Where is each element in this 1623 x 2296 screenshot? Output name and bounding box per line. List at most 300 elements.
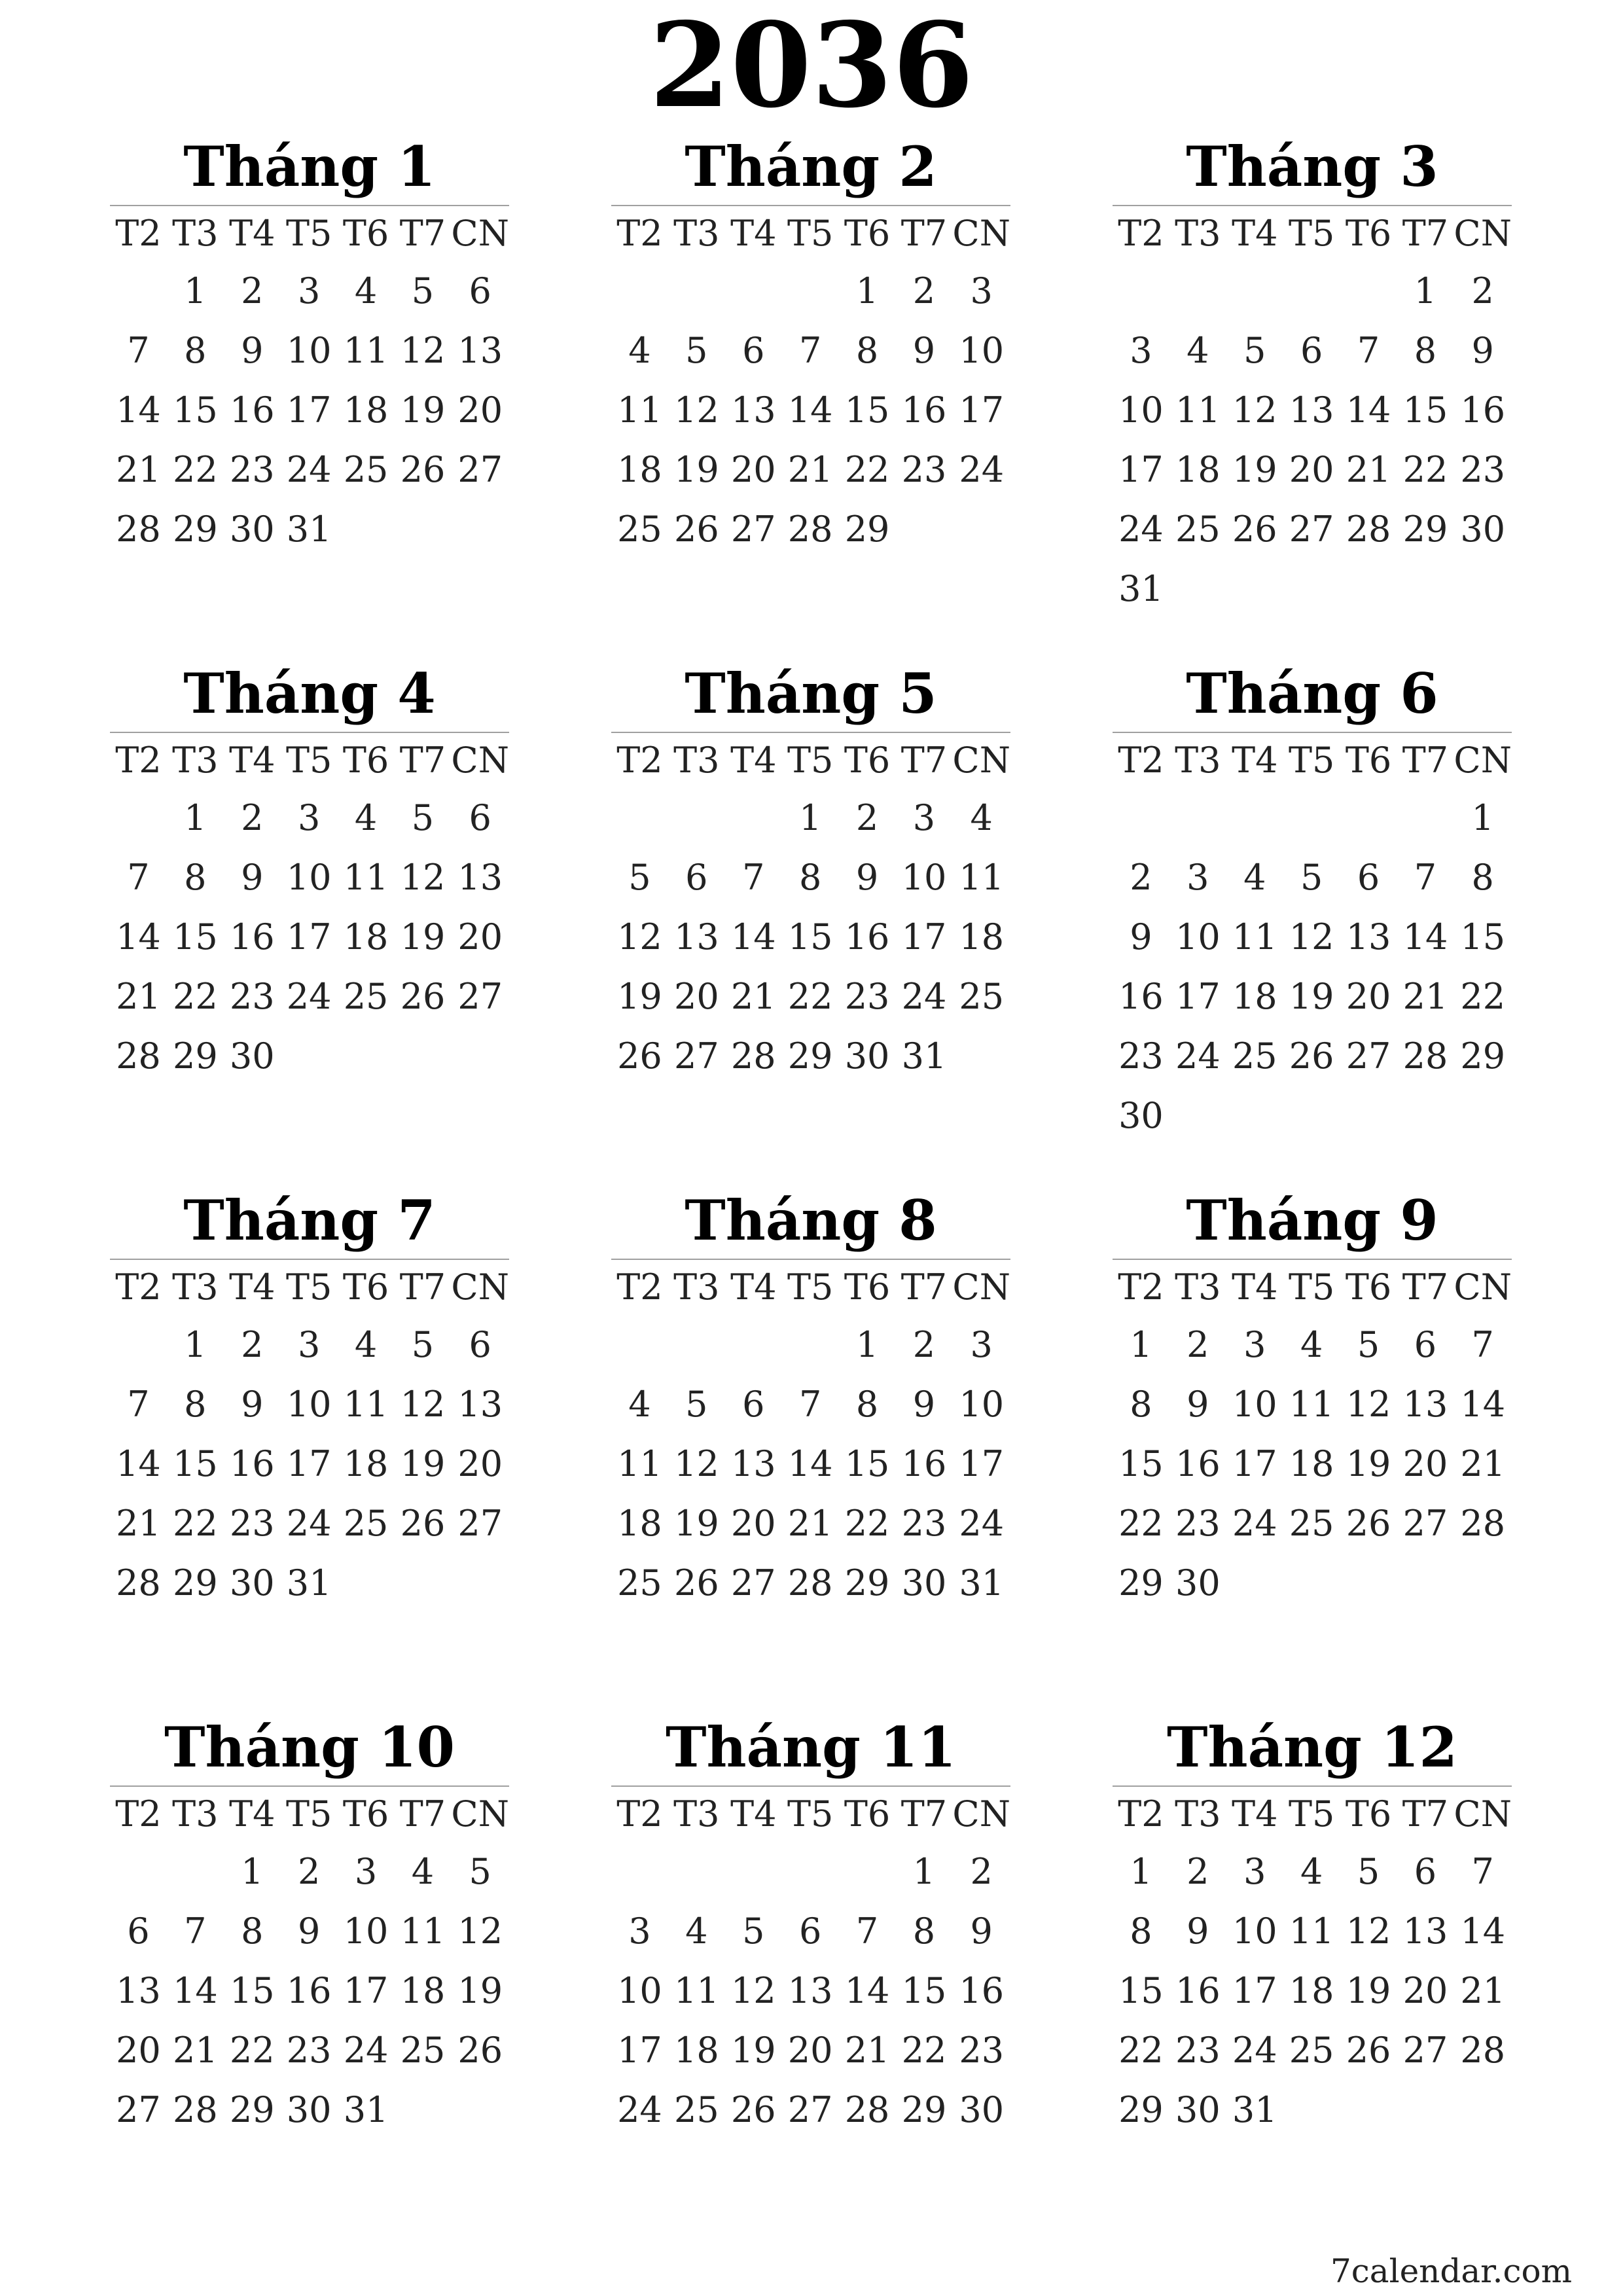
day-cell: 12 [400,330,446,371]
day-cell: 18 [343,389,389,431]
day-cell: 7 [1357,330,1380,371]
day-cell: 9 [970,1910,993,1952]
day-cell: 22 [787,976,833,1017]
weekday-label: T3 [673,1266,720,1308]
day-cell: 17 [343,1970,389,2011]
day-cell: 1 [855,1324,879,1365]
day-cell: 10 [1232,1910,1277,1952]
day-cell: 4 [685,1910,708,1952]
day-cell: 6 [685,857,708,898]
day-cell: 14 [1402,916,1448,958]
empty-day-cell [839,1842,896,1901]
day-cell: 18 [1232,976,1277,1017]
day-cell: 28 [787,509,833,550]
day-cell: 1 [184,270,207,312]
weekday-label: T6 [342,740,389,781]
day-cell: 1 [184,1324,207,1365]
day-cell: 30 [229,509,275,550]
empty-day-cell [1226,261,1283,321]
empty-day-cell [1283,261,1340,321]
day-cell: 11 [1175,389,1221,431]
weekday-label: CN [451,1266,509,1308]
day-cell: 13 [1402,1384,1448,1425]
day-cell: 13 [730,1443,776,1484]
weekday-label: T5 [787,740,834,781]
day-cell: 20 [457,1443,503,1484]
day-cell: 20 [673,976,719,1017]
month-name: Tháng 8 [685,1188,937,1253]
day-cell: 3 [297,797,321,838]
day-cell: 9 [855,857,879,898]
month-day-grid [611,1260,1010,1613]
day-cell: 14 [116,389,161,431]
day-cell: 17 [901,916,947,958]
weekday-label: T3 [172,1793,219,1835]
day-cell: 29 [1402,509,1448,550]
month-name: Tháng 11 [666,1715,956,1780]
day-cell: 6 [742,1384,765,1425]
day-cell: 30 [1460,509,1506,550]
month-day-grid [110,733,509,1086]
day-cell: 20 [730,1503,776,1544]
weekday-label: CN [451,213,509,254]
weekday-label: CN [1454,213,1512,254]
day-cell: 26 [1232,509,1277,550]
day-cell: 18 [343,1443,389,1484]
day-cell: 3 [297,270,321,312]
day-cell: 20 [116,2030,161,2071]
weekday-label: T4 [229,1266,276,1308]
day-cell: 23 [901,1503,947,1544]
weekday-label: T7 [399,213,446,254]
day-cell: 6 [469,1324,491,1365]
day-cell: 11 [959,857,1005,898]
day-cell: 14 [172,1970,218,2011]
weekday-label: CN [952,1793,1010,1835]
weekday-label: T2 [115,213,162,254]
day-cell: 9 [912,330,936,371]
day-cell: 24 [1232,2030,1277,2071]
day-cell: 5 [1357,1324,1380,1365]
day-cell: 7 [127,857,150,898]
day-cell: 23 [1175,2030,1221,2071]
day-cell: 26 [400,449,446,490]
month-block [110,1715,509,2232]
day-cell: 2 [1130,857,1152,898]
day-cell: 25 [343,449,389,490]
weekday-label: T7 [1402,213,1449,254]
day-cell: 15 [172,1443,218,1484]
day-cell: 14 [730,916,776,958]
day-cell: 17 [286,916,332,958]
day-cell: 7 [184,1910,207,1952]
weekday-label: T4 [1232,1793,1278,1835]
day-cell: 30 [844,1035,890,1077]
day-cell: 1 [1471,797,1494,838]
day-cell: 20 [457,389,503,431]
day-cell: 18 [400,1970,446,2011]
weekday-label: T6 [844,1793,891,1835]
day-cell: 15 [172,389,218,431]
weekday-label: T6 [844,1266,891,1308]
day-cell: 27 [1346,1035,1391,1077]
day-cell: 28 [844,2089,890,2130]
weekday-label: T5 [1288,213,1335,254]
day-cell: 4 [354,270,378,312]
day-cell: 1 [798,797,822,838]
day-cell: 15 [1118,1443,1164,1484]
day-cell: 6 [1300,330,1323,371]
day-cell: 2 [297,1851,321,1892]
day-cell: 19 [1346,1443,1391,1484]
day-cell: 13 [457,1384,503,1425]
day-cell: 1 [241,1851,264,1892]
day-cell: 7 [127,330,150,371]
day-cell: 1 [1130,1851,1152,1892]
day-cell: 28 [116,509,161,550]
day-cell: 24 [1232,1503,1277,1544]
day-cell: 23 [229,449,275,490]
day-cell: 29 [1118,2089,1164,2130]
weekday-label: T7 [399,740,446,781]
weekday-label: T2 [616,213,663,254]
day-cell: 25 [1232,1035,1277,1077]
day-cell: 2 [241,1324,264,1365]
month-block [1113,661,1512,1178]
day-cell: 3 [354,1851,378,1892]
day-cell: 19 [617,976,662,1017]
day-cell: 9 [241,330,264,371]
weekday-label: T7 [901,740,948,781]
month-block [110,134,509,651]
day-cell: 29 [172,509,218,550]
day-cell: 2 [912,270,936,312]
weekday-label: T6 [1345,740,1392,781]
day-cell: 22 [172,1503,218,1544]
weekday-label: T4 [229,1793,276,1835]
weekday-label: T2 [115,1266,162,1308]
day-cell: 31 [1232,2089,1277,2130]
weekday-label: T7 [901,1266,948,1308]
day-cell: 9 [241,857,264,898]
day-cell: 16 [1118,976,1164,1017]
day-cell: 30 [1175,1562,1221,1604]
day-cell: 17 [286,389,332,431]
day-cell: 23 [1460,449,1506,490]
day-cell: 19 [400,1443,446,1484]
day-cell: 9 [297,1910,321,1952]
day-cell: 24 [617,2089,662,2130]
month-name: Tháng 9 [1186,1188,1438,1253]
day-cell: 8 [184,857,207,898]
day-cell: 2 [855,797,879,838]
day-cell: 6 [1414,1851,1437,1892]
day-cell: 26 [1346,1503,1391,1544]
day-cell: 20 [457,916,503,958]
day-cell: 28 [1460,1503,1506,1544]
day-cell: 5 [411,797,435,838]
day-cell: 9 [241,1384,264,1425]
day-cell: 21 [787,449,833,490]
day-cell: 15 [1460,916,1506,958]
month-block [1113,1715,1512,2232]
month-block [611,1715,1010,2232]
day-cell: 22 [1118,1503,1164,1544]
day-cell: 25 [673,2089,719,2130]
weekday-label: T6 [1345,1793,1392,1835]
day-cell: 5 [411,1324,435,1365]
day-cell: 17 [1175,976,1221,1017]
day-cell: 15 [844,1443,890,1484]
day-cell: 24 [286,1503,332,1544]
day-cell: 20 [1402,1970,1448,2011]
day-cell: 7 [855,1910,879,1952]
day-cell: 9 [1186,1384,1209,1425]
empty-day-cell [110,1842,167,1901]
weekday-label: T3 [1175,1266,1221,1308]
day-cell: 8 [798,857,822,898]
day-cell: 22 [844,449,890,490]
day-cell: 13 [116,1970,161,2011]
empty-day-cell [1113,261,1169,321]
day-cell: 10 [1118,389,1164,431]
day-cell: 8 [1130,1910,1152,1952]
day-cell: 14 [844,1970,890,2011]
empty-day-cell [611,261,668,321]
month-name: Tháng 4 [183,661,436,726]
weekday-label: T4 [229,213,276,254]
day-cell: 10 [1175,916,1221,958]
month-day-grid [110,1787,509,2140]
day-cell: 3 [1243,1324,1266,1365]
day-cell: 24 [1118,509,1164,550]
weekday-label: T6 [1345,1266,1392,1308]
weekday-label: T5 [1288,1266,1335,1308]
day-cell: 2 [1186,1851,1209,1892]
day-cell: 29 [229,2089,275,2130]
day-cell: 31 [1118,568,1164,609]
day-cell: 19 [730,2030,776,2071]
empty-day-cell [725,1315,782,1374]
weekday-label: CN [451,1793,509,1835]
day-cell: 13 [1402,1910,1448,1952]
weekday-label: T2 [1118,740,1164,781]
weekday-label: T5 [787,213,834,254]
day-cell: 3 [912,797,936,838]
day-cell: 4 [354,797,378,838]
day-cell: 3 [1130,330,1152,371]
day-cell: 23 [959,2030,1005,2071]
day-cell: 27 [730,509,776,550]
day-cell: 6 [127,1910,150,1952]
day-cell: 13 [673,916,719,958]
site-credit: 7calendar.com [1330,2252,1572,2290]
day-cell: 22 [844,1503,890,1544]
weekday-label: T7 [1402,1266,1449,1308]
weekday-label: T6 [844,213,891,254]
weekday-label: T4 [730,213,777,254]
day-cell: 21 [116,1503,161,1544]
weekday-label: T7 [399,1793,446,1835]
day-cell: 14 [1460,1384,1506,1425]
day-cell: 18 [1175,449,1221,490]
day-cell: 22 [172,449,218,490]
day-cell: 20 [730,449,776,490]
day-cell: 17 [959,389,1005,431]
empty-day-cell [611,1315,668,1374]
day-cell: 25 [1175,509,1221,550]
day-cell: 5 [1357,1851,1380,1892]
weekday-label: T4 [1232,1266,1278,1308]
day-cell: 21 [116,449,161,490]
empty-day-cell [1113,788,1169,848]
weekday-label: CN [1454,1793,1512,1835]
day-cell: 27 [457,976,503,1017]
day-cell: 10 [1232,1384,1277,1425]
day-cell: 6 [798,1910,822,1952]
weekday-label: CN [952,1266,1010,1308]
day-cell: 27 [787,2089,833,2130]
day-cell: 18 [1289,1443,1334,1484]
empty-day-cell [110,788,167,848]
weekday-label: T5 [285,1266,332,1308]
day-cell: 5 [1243,330,1266,371]
day-cell: 11 [617,389,662,431]
weekday-label: T4 [1232,740,1278,781]
day-cell: 2 [241,797,264,838]
day-cell: 30 [1175,2089,1221,2130]
empty-day-cell [668,1842,725,1901]
day-cell: 31 [343,2089,389,2130]
empty-day-cell [668,788,725,848]
day-cell: 21 [1460,1970,1506,2011]
day-cell: 12 [1232,389,1277,431]
weekday-label: T3 [673,740,720,781]
day-cell: 5 [411,270,435,312]
day-cell: 14 [1460,1910,1506,1952]
day-cell: 22 [172,976,218,1017]
day-cell: 5 [742,1910,765,1952]
day-cell: 10 [617,1970,662,2011]
day-cell: 30 [959,2089,1005,2130]
month-name: Tháng 3 [1186,134,1438,199]
day-cell: 11 [343,857,389,898]
weekday-label: T2 [616,1793,663,1835]
day-cell: 1 [184,797,207,838]
day-cell: 13 [787,1970,833,2011]
day-cell: 18 [617,449,662,490]
day-cell: 15 [1118,1970,1164,2011]
day-cell: 27 [116,2089,161,2130]
day-cell: 22 [229,2030,275,2071]
day-cell: 21 [1346,449,1391,490]
day-cell: 26 [400,1503,446,1544]
day-cell: 5 [685,330,708,371]
day-cell: 27 [1402,1503,1448,1544]
weekday-label: T6 [342,1266,389,1308]
day-cell: 12 [1346,1910,1391,1952]
day-cell: 24 [286,449,332,490]
day-cell: 21 [844,2030,890,2071]
month-day-grid [611,1787,1010,2140]
day-cell: 30 [286,2089,332,2130]
day-cell: 15 [787,916,833,958]
day-cell: 16 [844,916,890,958]
day-cell: 14 [787,389,833,431]
weekday-label: T3 [172,740,219,781]
day-cell: 24 [1175,1035,1221,1077]
day-cell: 16 [901,1443,947,1484]
weekday-label: T3 [673,213,720,254]
weekday-label: T5 [787,1266,834,1308]
day-cell: 13 [1289,389,1334,431]
day-cell: 23 [286,2030,332,2071]
day-cell: 6 [469,270,491,312]
weekday-label: T2 [115,740,162,781]
empty-day-cell [110,1315,167,1374]
month-block [1113,134,1512,651]
day-cell: 29 [1118,1562,1164,1604]
day-cell: 31 [959,1562,1005,1604]
day-cell: 4 [411,1851,435,1892]
day-cell: 23 [229,976,275,1017]
weekday-label: T3 [673,1793,720,1835]
day-cell: 30 [1118,1095,1164,1136]
day-cell: 14 [116,1443,161,1484]
day-cell: 19 [673,449,719,490]
day-cell: 26 [400,976,446,1017]
day-cell: 21 [730,976,776,1017]
day-cell: 6 [1357,857,1380,898]
day-cell: 17 [286,1443,332,1484]
day-cell: 16 [286,1970,332,2011]
day-cell: 25 [617,1562,662,1604]
month-day-grid [611,733,1010,1086]
day-cell: 23 [229,1503,275,1544]
day-cell: 18 [1289,1970,1334,2011]
day-cell: 16 [229,389,275,431]
empty-day-cell [1340,788,1397,848]
month-name: Tháng 12 [1167,1715,1457,1780]
weekday-label: T5 [787,1793,834,1835]
day-cell: 1 [1414,270,1437,312]
day-cell: 10 [286,1384,332,1425]
day-cell: 4 [1300,1851,1323,1892]
month-name: Tháng 7 [183,1188,436,1253]
day-cell: 4 [1300,1324,1323,1365]
day-cell: 14 [116,916,161,958]
day-cell: 22 [1402,449,1448,490]
day-cell: 2 [1186,1324,1209,1365]
day-cell: 19 [1289,976,1334,1017]
empty-day-cell [725,261,782,321]
day-cell: 26 [673,509,719,550]
month-block [1113,1188,1512,1705]
day-cell: 21 [116,976,161,1017]
day-cell: 20 [1289,449,1334,490]
day-cell: 29 [844,1562,890,1604]
day-cell: 4 [628,330,651,371]
day-cell: 29 [172,1035,218,1077]
day-cell: 24 [286,976,332,1017]
day-cell: 12 [1346,1384,1391,1425]
day-cell: 24 [901,976,947,1017]
day-cell: 3 [628,1910,651,1952]
day-cell: 22 [901,2030,947,2071]
day-cell: 1 [855,270,879,312]
weekday-label: T7 [1402,740,1449,781]
empty-day-cell [725,788,782,848]
